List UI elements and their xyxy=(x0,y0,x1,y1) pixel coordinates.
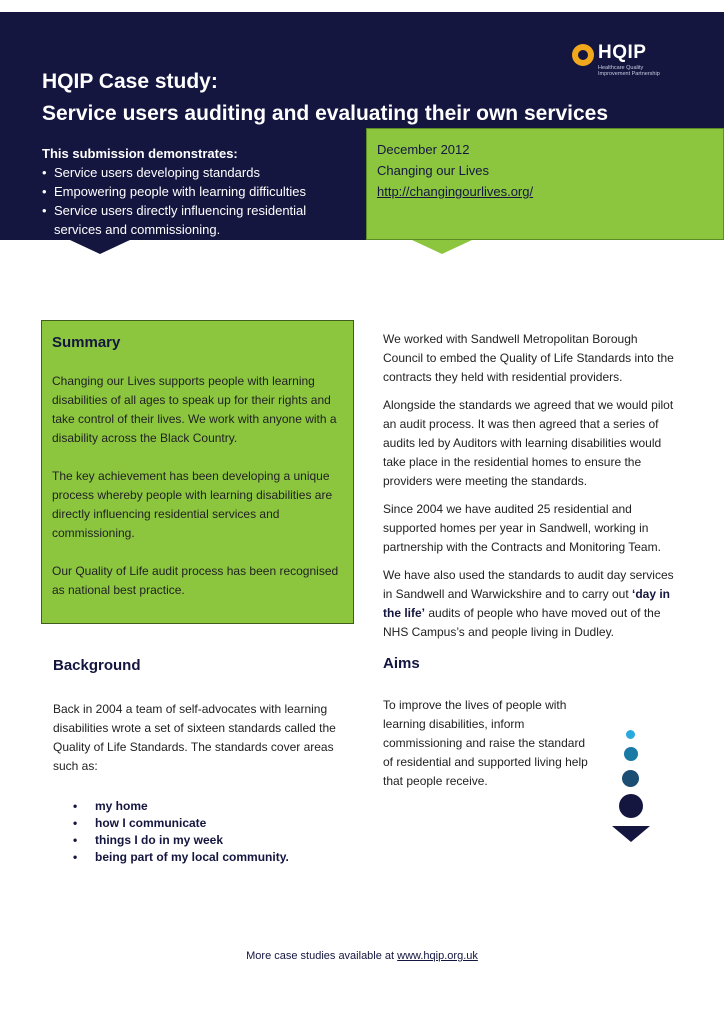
background-text: Back in 2004 a team of self-advocates with learning disabilities wrote a set of sixteen standards called the Quality of Life Standards. The standards cover areas such as: xyxy=(53,702,336,773)
hqip-logo-subtitle: Healthcare Quality Improvement Partnership xyxy=(598,65,660,77)
bullet-icon: • xyxy=(42,165,47,180)
summary-box xyxy=(41,320,354,624)
hqip-logo-text: HQIP xyxy=(598,42,647,63)
bullet-icon: • xyxy=(73,850,78,864)
right-paragraph-2: Alongside the standards we agreed that we would pilot an audit process. It was then agreed that a series of audits led by Auditors with learning disabilities would take place in the residential homes to ensure the providers were meeting the standards. xyxy=(383,398,674,488)
list-item: • my home xyxy=(73,799,148,813)
summary-paragraph: Our Quality of Life audit process has been recognised as national best practice. xyxy=(52,564,339,597)
list-item: • how I communicate xyxy=(73,816,207,830)
right-paragraph-4: We have also used the standards to audit day services in Sandwell and Warwickshire and to carry out ‘day in the life’ audits of people who have moved out of the NHS Campus’s and people living in Dudley. xyxy=(383,568,674,639)
hqip-logo xyxy=(572,42,692,78)
demo-heading: This submission demonstrates: xyxy=(42,146,238,161)
large-dot-icon xyxy=(622,770,639,787)
header-pointer-arrow xyxy=(70,240,130,254)
info-date: December 2012 xyxy=(377,142,470,157)
demo-item: • Empowering people with learning difficulties xyxy=(42,184,306,199)
info-org: Changing our Lives xyxy=(377,163,490,178)
demo-item: • Service users directly influencing residential services and commissioning. xyxy=(42,203,307,237)
down-triangle-icon xyxy=(612,826,650,842)
summary-heading: Summary xyxy=(52,334,121,351)
small-dot-icon xyxy=(626,730,635,739)
demo-item: • Service users developing standards xyxy=(42,165,260,180)
medium-dot-icon xyxy=(624,747,638,761)
list-item: • being part of my local community. xyxy=(73,850,289,864)
footer-link[interactable]: www.hqip.org.uk xyxy=(397,950,478,962)
aims-text: To improve the lives of people with learning disabilities, inform commissioning and raise the standard of residential and supported living help that people receive. xyxy=(383,698,588,788)
hqip-logo-icon xyxy=(572,44,594,66)
right-paragraph-1: We worked with Sandwell Metropolitan Borough Council to embed the Quality of Life Standards into the contracts they held with residential providers. xyxy=(383,332,674,384)
background-section xyxy=(53,656,353,866)
decorative-dots-graphic xyxy=(612,730,652,845)
footer-text: More case studies available at xyxy=(246,950,398,962)
bullet-icon: • xyxy=(73,833,78,847)
title-line-2: Service users auditing and evaluating their own services xyxy=(42,102,609,125)
background-heading: Background xyxy=(53,657,141,674)
title-line-1: HQIP Case study: xyxy=(42,70,218,93)
footer xyxy=(0,950,724,962)
page-title xyxy=(42,66,608,130)
info-url-link[interactable]: http://changingourlives.org/ xyxy=(377,184,534,199)
standards-list xyxy=(53,798,353,866)
right-paragraph-3: Since 2004 we have audited 25 residential and supported homes per year in Sandwell, working in partnership with the Contracts and Monitoring Team. xyxy=(383,502,661,554)
bullet-icon: • xyxy=(42,184,47,199)
list-item: • things I do in my week xyxy=(73,833,224,847)
demo-list xyxy=(42,163,342,239)
summary-paragraph: Changing our Lives supports people with learning disabilities of all ages to speak up for their rights and take control of their lives. We work with anyone with a disability across the Black Country. xyxy=(52,374,337,445)
bullet-icon: • xyxy=(73,816,78,830)
aims-heading: Aims xyxy=(383,655,420,672)
submission-demonstrates xyxy=(42,144,342,239)
info-pointer-arrow xyxy=(412,240,472,254)
summary-paragraph: The key achievement has been developing a unique process whereby people with learning disabilities are directly influencing residential services and commissioning. xyxy=(52,469,333,540)
day-in-the-life-highlight: ‘day in the life’ xyxy=(383,587,671,620)
bullet-icon: • xyxy=(42,203,47,218)
info-box xyxy=(366,128,724,240)
bullet-icon: • xyxy=(73,799,78,813)
largest-dot-icon xyxy=(619,794,643,818)
